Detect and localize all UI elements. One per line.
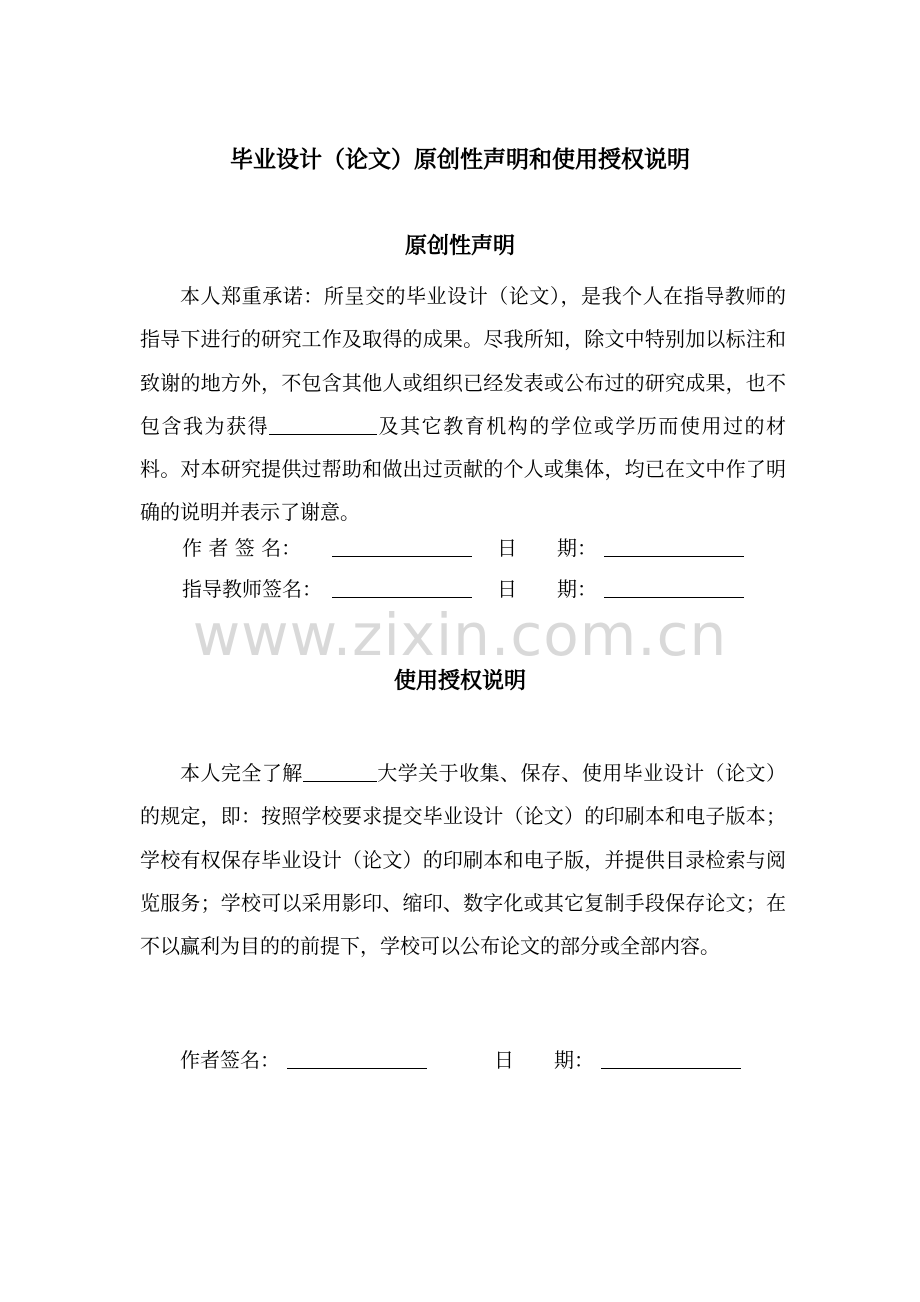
- author-signature-label: 作 者 签 名：: [182, 536, 302, 560]
- auth-date-blank[interactable]: [601, 1046, 741, 1069]
- originality-heading: 原创性声明: [404, 234, 515, 259]
- document-title: 毕业设计（论文）原创性声明和使用授权说明: [230, 147, 690, 173]
- originality-text-1: 本人郑重承诺：所呈交的毕业设计（论文），是我个人在指导教师的指导下进行的研究工作及取得的成果。尽我所知，除文中特别加以标注和致谢的地方外，不包含其他人或组织已经发表或公布过的研究成果，也不包含我为获得: [140, 284, 786, 438]
- author-signature-row: [182, 533, 472, 563]
- authorization-paragraph: [140, 752, 786, 968]
- auth-date-row: [494, 1045, 741, 1075]
- auth-date-label: 日 期：: [494, 1048, 594, 1072]
- originality-text-2: 及其它教育机构的学位或学历而使用过的材料。对本研究提供过帮助和做出过贡献的个人或集体，均已在文中作了明确的说明并表示了谢意。: [140, 413, 787, 525]
- advisor-date-blank[interactable]: [604, 575, 744, 598]
- degree-blank[interactable]: [269, 412, 377, 435]
- auth-author-signature-label: 作者签名：: [180, 1048, 280, 1072]
- advisor-signature-label: 指导教师签名：: [182, 577, 322, 601]
- author-date-label: 日 期：: [497, 536, 597, 560]
- author-date-blank[interactable]: [604, 534, 744, 557]
- authorization-text-2: 大学关于收集、保存、使用毕业设计（论文）的规定，即：按照学校要求提交毕业设计（论文）的印刷本和电子版本；学校有权保存毕业设计（论文）的印刷本和电子版，并提供目录检索与阅览服务；学校可以采用影印、缩印、数字化或其它复制手段保存论文；在不以赢利为目的的前提下，学校可以公布论文的部分或全部内容。: [140, 761, 787, 959]
- originality-paragraph: [140, 275, 786, 535]
- auth-author-signature-row: [180, 1045, 427, 1075]
- author-date-row: [497, 533, 744, 563]
- auth-author-signature-blank[interactable]: [287, 1046, 427, 1069]
- university-blank[interactable]: [303, 759, 377, 782]
- author-signature-blank[interactable]: [332, 534, 472, 557]
- watermark: www.zixin.com.cn: [192, 601, 728, 669]
- authorization-text-1: 本人完全了解: [180, 761, 303, 785]
- advisor-date-label: 日 期：: [497, 577, 597, 601]
- advisor-signature-blank[interactable]: [332, 575, 472, 598]
- authorization-heading: 使用授权说明: [393, 669, 526, 694]
